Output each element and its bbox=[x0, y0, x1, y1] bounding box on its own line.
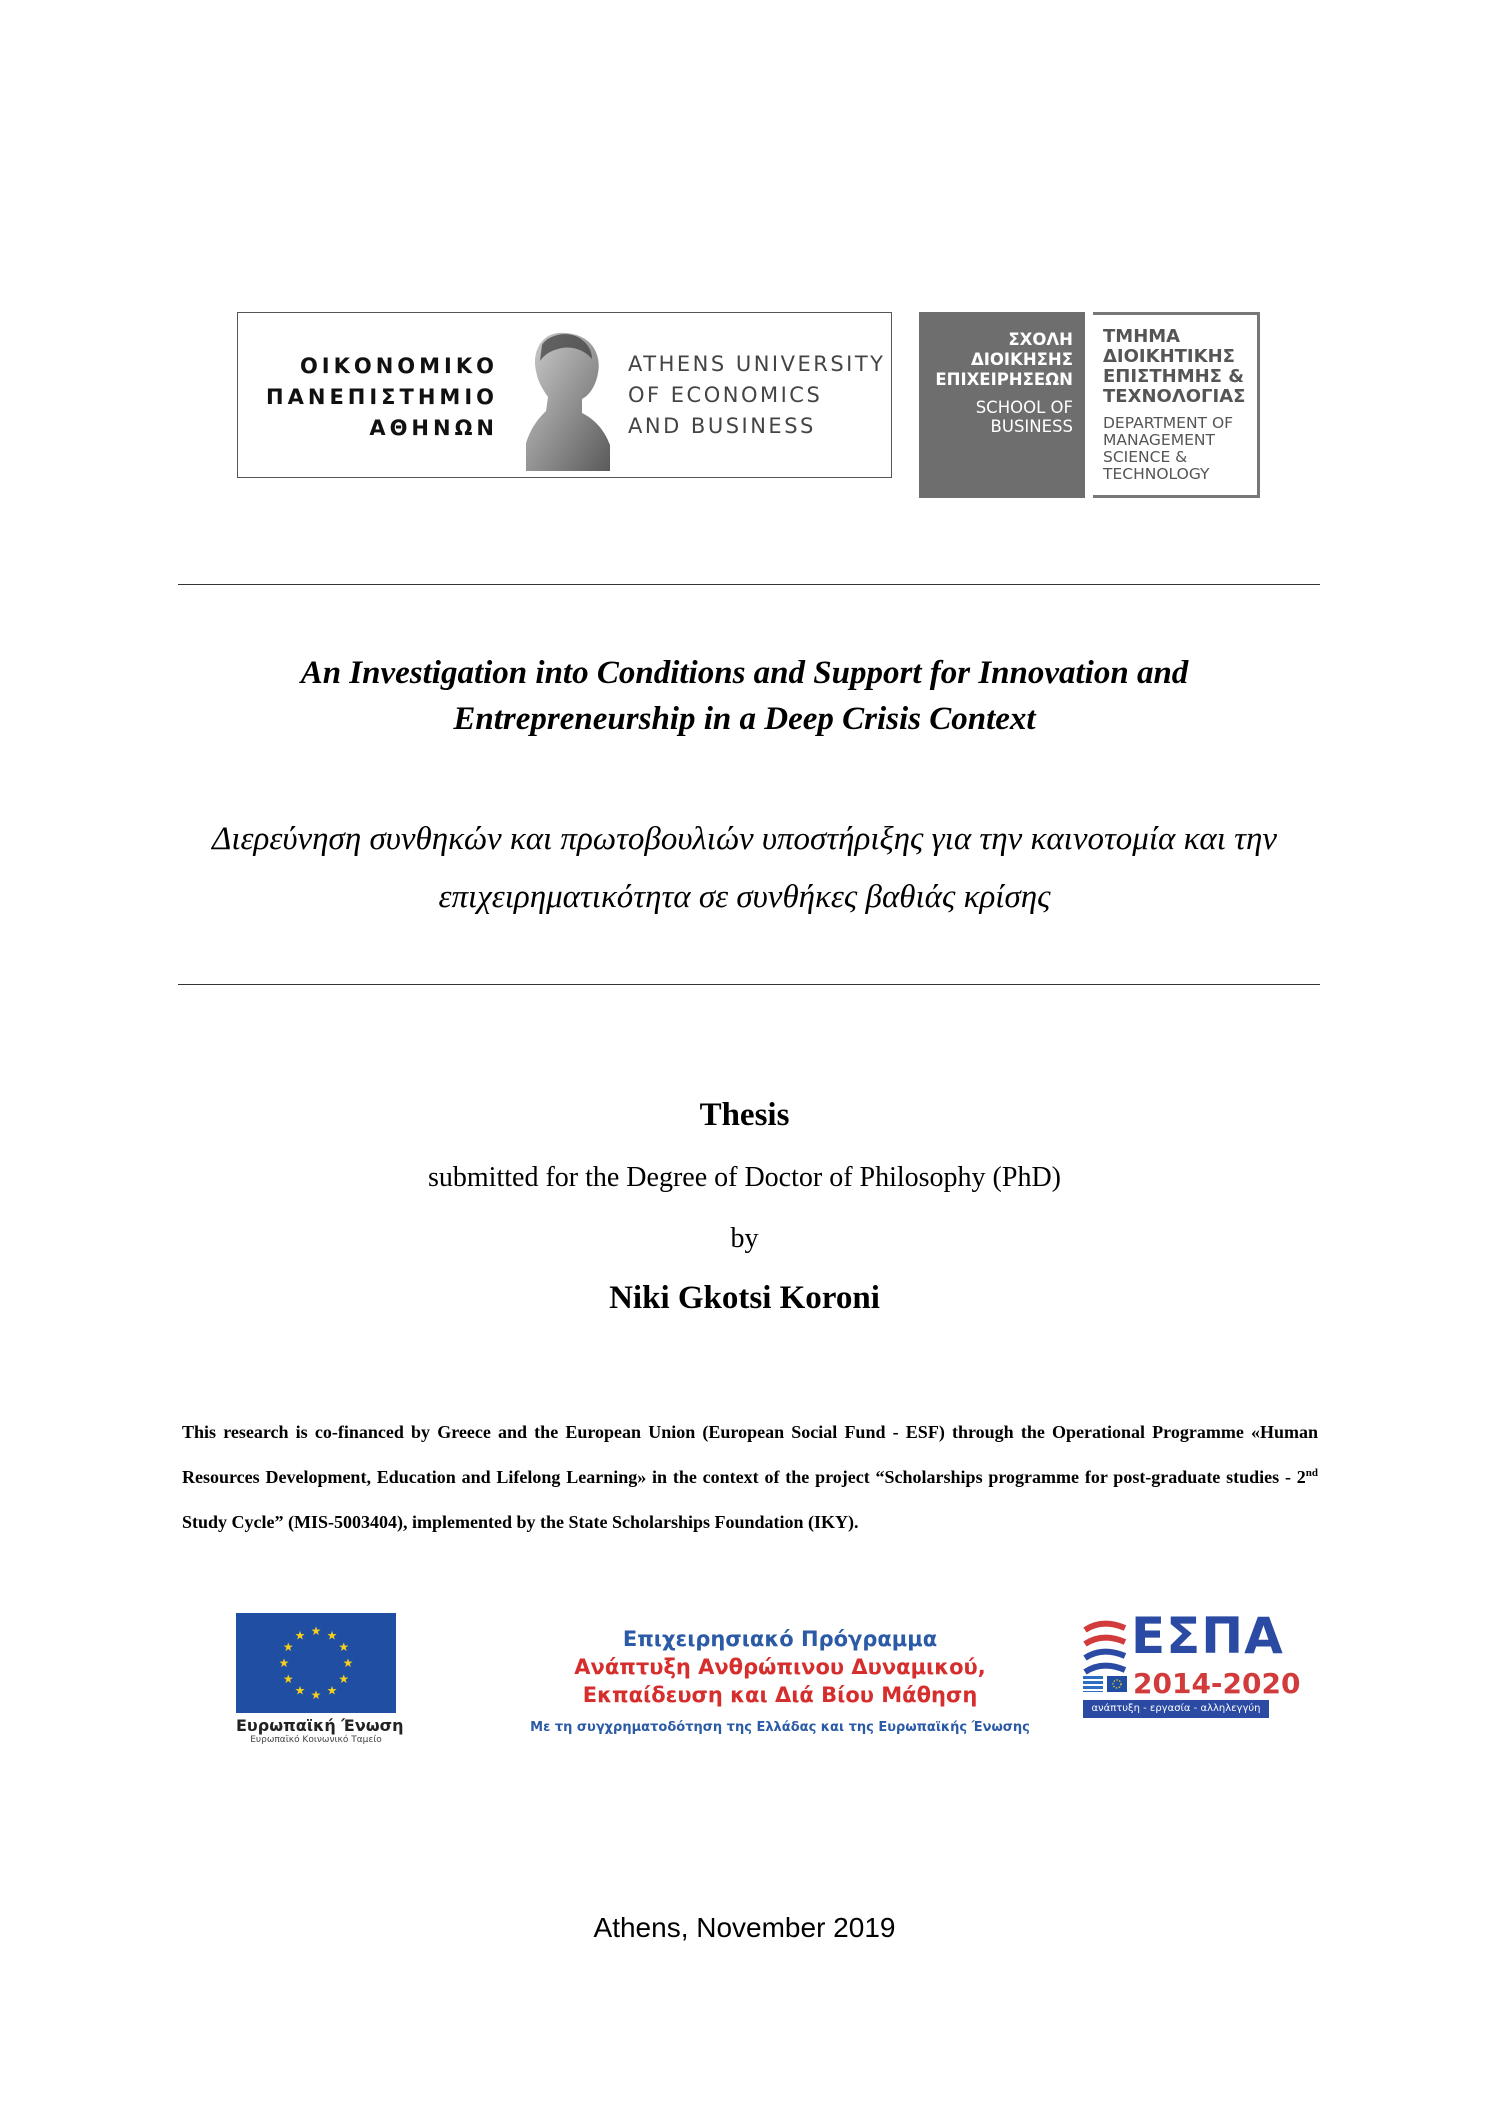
eu-star-icon: ★ bbox=[326, 1683, 338, 1698]
eu-star-icon: ★ bbox=[338, 1640, 350, 1654]
eu-star-icon: ★ bbox=[310, 1624, 322, 1638]
eu-logo bbox=[236, 1613, 404, 1747]
eu-star-icon: ★ bbox=[326, 1628, 338, 1643]
eu-caption: Ευρωπαϊκή Ένωση bbox=[236, 1716, 404, 1735]
aueb-logo bbox=[237, 312, 892, 478]
school-of-business-logo bbox=[919, 312, 1085, 498]
funding-superscript: nd bbox=[1305, 1467, 1318, 1479]
greek-title: Διερεύνηση συνθηκών και πρωτοβουλιών υποστήριξης για την καινοτομία και την επιχειρηματικότητα σε συνθήκες βαθιάς κρίσης bbox=[212, 821, 1277, 915]
aueb-english-line: AND BUSINESS bbox=[628, 414, 816, 438]
top-divider bbox=[178, 584, 1320, 585]
eu-star-icon: ★ bbox=[294, 1628, 306, 1643]
department-english-name: DEPARTMENT OF MANAGEMENT SCIENCE & TECHNOLOGY bbox=[1103, 414, 1234, 483]
eu-star-icon: ★ bbox=[310, 1688, 322, 1702]
school-greek-name: ΣΧΟΛΗ ΔΙΟΙΚΗΣΗΣ ΕΠΙΧΕΙΡΗΣΕΩΝ bbox=[935, 330, 1073, 389]
eu-flag-icon bbox=[236, 1613, 396, 1713]
thesis-label: Thesis bbox=[699, 1097, 790, 1133]
aueb-english-line: ATHENS UNIVERSITY bbox=[628, 352, 886, 376]
aueb-greek-line: ΠΑΝΕΠΙΣΤΗΜΙΟ bbox=[266, 385, 498, 409]
op-title: Επιχειρησιακό Πρόγραμμα bbox=[622, 1627, 938, 1651]
eu-star-icon: ★ bbox=[338, 1672, 350, 1686]
aueb-english-name bbox=[628, 349, 886, 442]
eu-star-icon: ★ bbox=[282, 1640, 294, 1654]
funding-statement bbox=[182, 1410, 1318, 1545]
place-and-date: Athens, November 2019 bbox=[593, 1912, 896, 1943]
espa-name: ΕΣΠΑ bbox=[1131, 1607, 1284, 1665]
espa-years: 2014-2020 bbox=[1133, 1667, 1301, 1700]
eu-subcaption: Ευρωπαϊκό Κοινωνικό Ταμείο bbox=[250, 1735, 382, 1745]
funding-text-end: Study Cycle” (MIS-5003404), implemented by the State Scholarships Foundation (IKY). bbox=[182, 1512, 859, 1532]
op-cofinancing: Με τη συγχρηματοδότηση της Ελλάδας και της Ευρωπαϊκής Ένωσης bbox=[530, 1720, 1030, 1735]
aueb-greek-name bbox=[266, 351, 498, 444]
aueb-english-line: OF ECONOMICS bbox=[628, 383, 823, 407]
funding-text: This research is co-financed by Greece and the European Union (European Social Fund - ESF) through the Operational Programme «Human Resources Development, Education and Lifelong Learning» in the context of the project “Scholarships programme for post-graduate studies - 2 bbox=[182, 1422, 1318, 1487]
bottom-divider bbox=[178, 984, 1320, 985]
espa-tagline: ανάπτυξη - εργασία - αλληλεγγύη bbox=[1083, 1700, 1269, 1718]
eu-star-icon: ★ bbox=[342, 1656, 354, 1670]
eu-star-icon: ★ bbox=[294, 1683, 306, 1698]
eu-star-icon: ★ bbox=[278, 1656, 290, 1670]
author-name: Niki Gkotsi Koroni bbox=[609, 1280, 880, 1316]
operational-programme-logo bbox=[515, 1626, 1045, 1746]
school-english-name: SCHOOL OF BUSINESS bbox=[975, 398, 1073, 436]
department-greek-name: ΤΜΗΜΑ ΔΙΟΙΚΗΤΙΚΗΣ ΕΠΙΣΤΗΜΗΣ & ΤΕΧΝΟΛΟΓΙΑΣ bbox=[1103, 326, 1246, 407]
aueb-greek-line: ΟΙΚΟΝΟΜΙΚΟ bbox=[299, 354, 498, 378]
english-title: An Investigation into Conditions and Support for Innovation and Entrepreneurship in a Deep Crisis Context bbox=[300, 655, 1189, 737]
aueb-greek-line: ΑΘΗΝΩΝ bbox=[369, 416, 498, 440]
greek-eu-flags-icon bbox=[1083, 1674, 1129, 1696]
op-subtitle-2: Εκπαίδευση και Διά Βίου Μάθηση bbox=[582, 1683, 978, 1707]
degree-statement: submitted for the Degree of Doctor of Philosophy (PhD) bbox=[428, 1162, 1061, 1193]
eu-star-icon: ★ bbox=[282, 1672, 294, 1686]
department-logo bbox=[1093, 312, 1260, 498]
espa-logo bbox=[1083, 1607, 1301, 1718]
by-label: by bbox=[730, 1223, 759, 1254]
op-subtitle-1: Ανάπτυξη Ανθρώπινου Δυναμικού, bbox=[574, 1655, 986, 1679]
hermes-bust-icon bbox=[518, 325, 618, 471]
